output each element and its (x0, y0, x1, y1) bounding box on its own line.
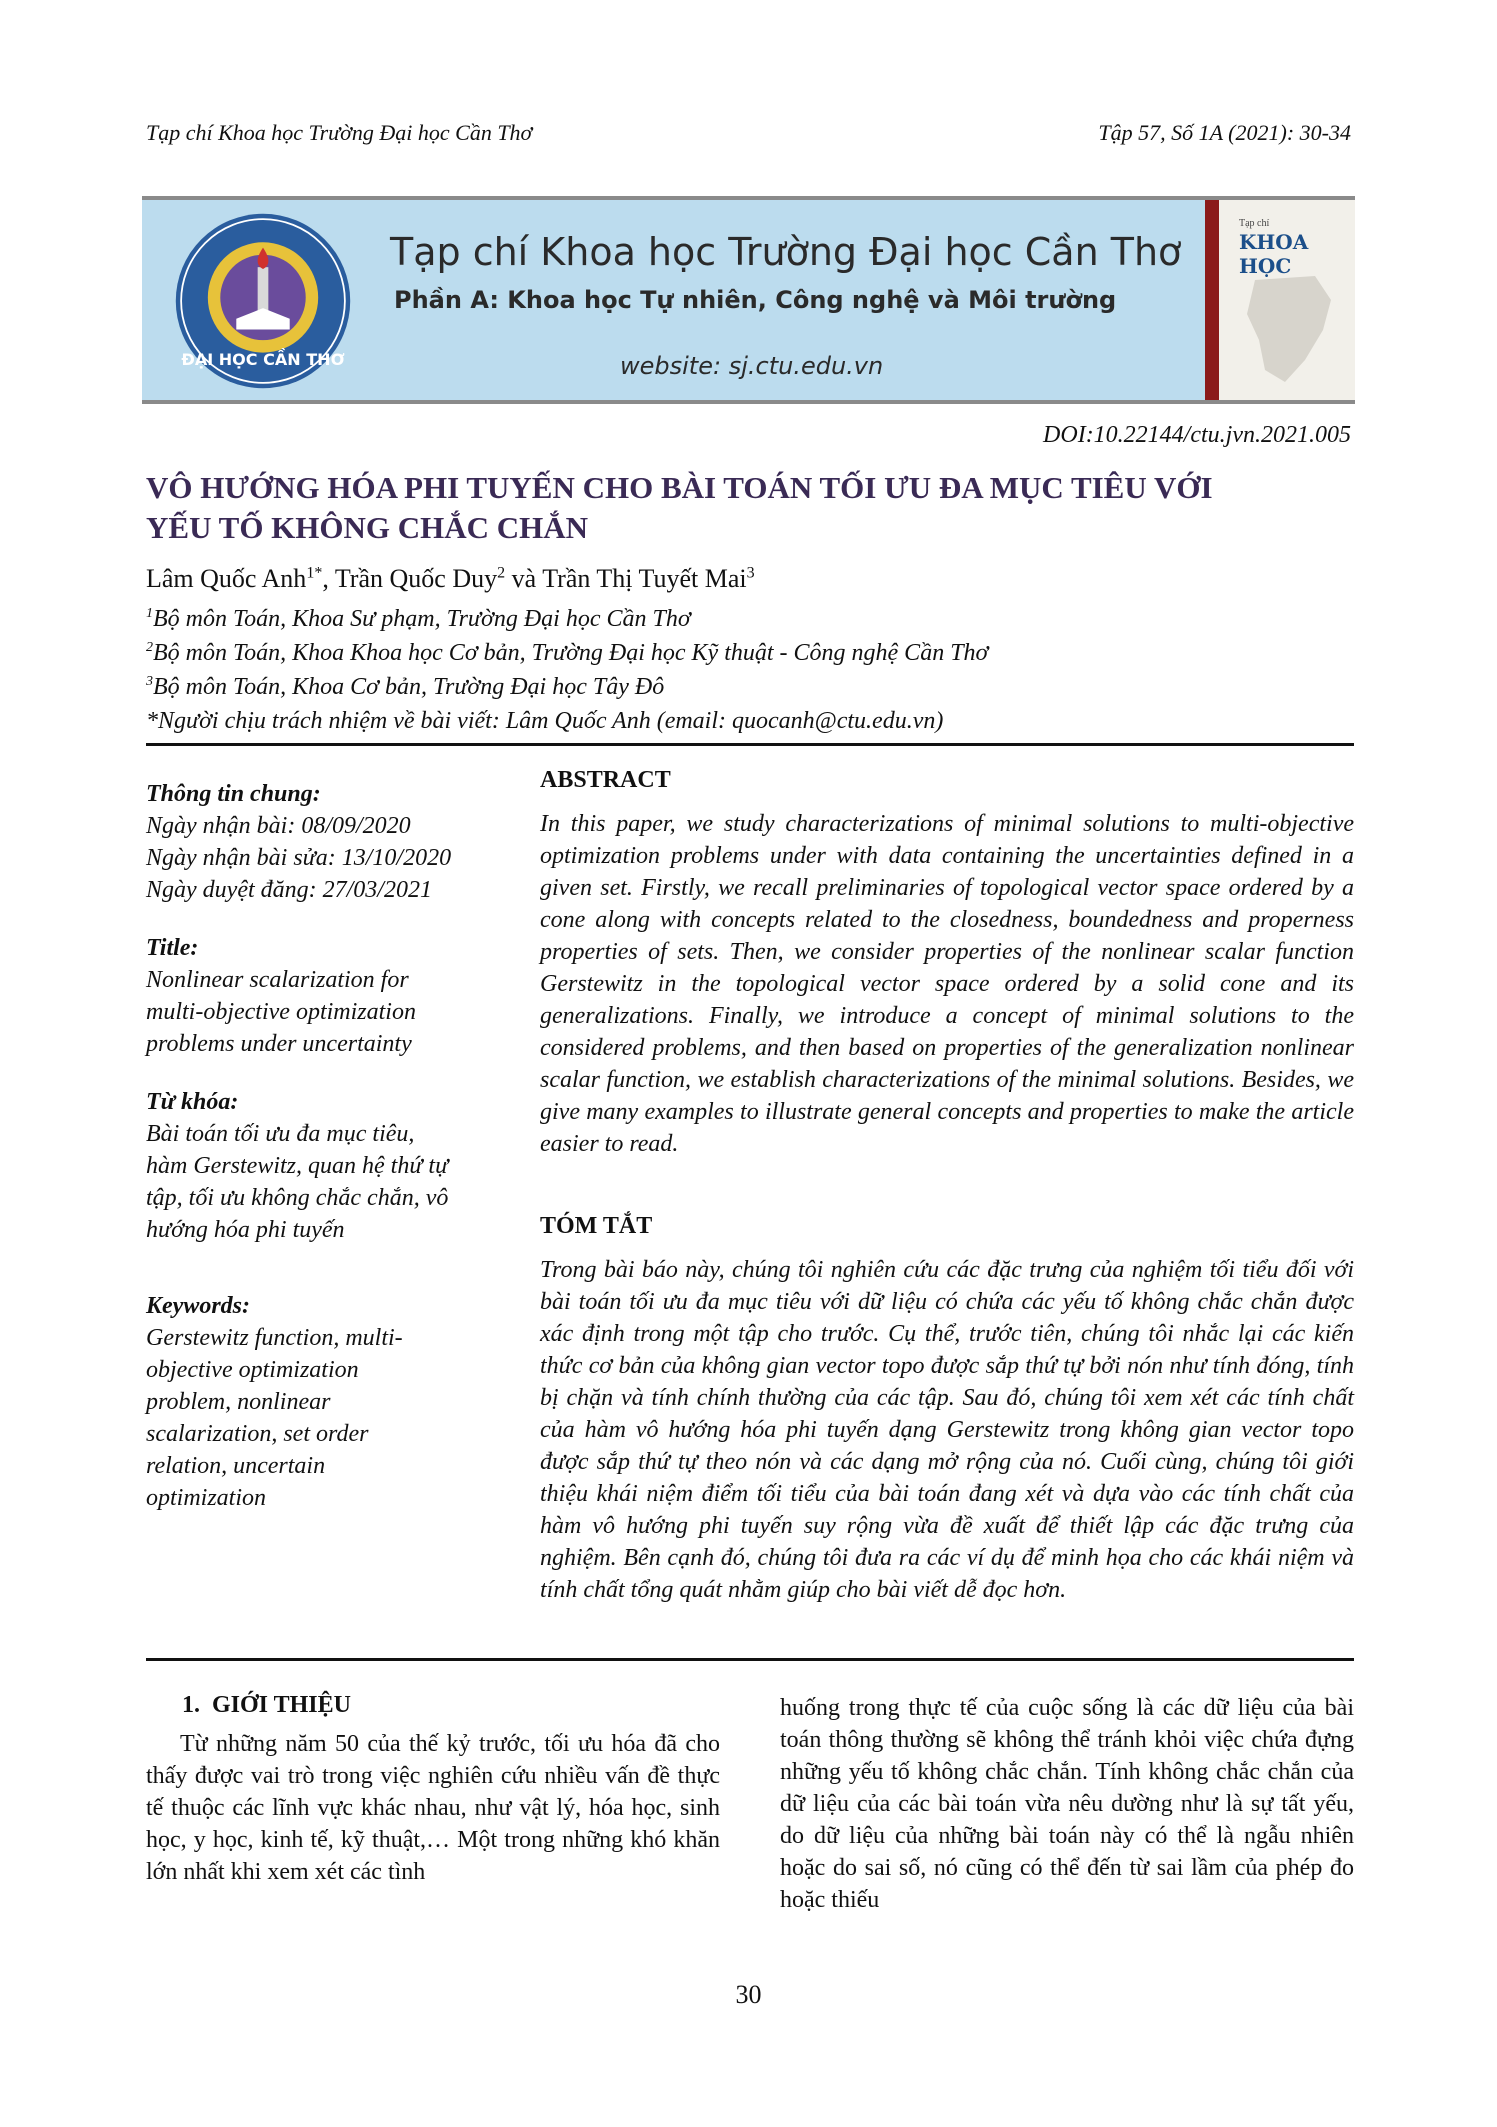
keywords-en (146, 1322, 476, 1514)
author-affil-mark: 3 (746, 564, 755, 582)
keywords-en-line: problem, nonlinear (146, 1389, 331, 1415)
keywords-vi-line: Bài toán tối ưu đa mục tiêu, (146, 1121, 415, 1147)
affiliation-text: Bộ môn Toán, Khoa Cơ bản, Trường Đại học Tây Đô (153, 674, 665, 700)
keywords-en-line: optimization (146, 1485, 267, 1511)
university-logo (174, 212, 352, 390)
english-title-heading: Title: (146, 935, 199, 961)
svg-text:ĐẠI HỌC CẦN THƠ: ĐẠI HỌC CẦN THƠ (181, 350, 345, 370)
keywords-en-line: objective optimization (146, 1357, 359, 1383)
journal-banner (142, 196, 1355, 404)
cover-spine (1205, 200, 1219, 400)
running-header-issue: Tập 57, Số 1A (2021): 30-34 (1098, 120, 1351, 145)
keywords-vi (146, 1118, 476, 1246)
keywords-vi-heading: Từ khóa: (146, 1089, 239, 1115)
author-separator: , (322, 564, 335, 593)
body-column-left: Từ những năm 50 của thế kỷ trước, tối ưu hóa đã cho thấy được vai trò trong việc nghiên cứu nhiều vấn đề thực tế thuộc các lĩnh vực khác nhau, như vật lý, hóa học, sinh học, y học, kinh tế, kỹ thuật,… Một trong những khó khăn lớn nhất khi xem xét các tình (146, 1731, 720, 1885)
author-affil-mark: 2 (497, 564, 506, 582)
info-line: Ngày nhận bài: 08/09/2020 (146, 813, 411, 839)
english-title-line: multi-objective optimization (146, 999, 416, 1025)
affiliation (146, 640, 988, 667)
article-title-line: VÔ HƯỚNG HÓA PHI TUYẾN CHO BÀI TOÁN TỐI ƯU ĐA MỤC TIÊU VỚI (146, 470, 1213, 505)
journal-subtitle: Phần A: Khoa học Tự nhiên, Công nghệ và Môi trường (394, 286, 1117, 314)
keywords-en-line: scalarization, set order (146, 1421, 369, 1447)
affiliation (146, 674, 664, 701)
affiliation-text: Bộ môn Toán, Khoa Khoa học Cơ bản, Trường Đại học Kỹ thuật - Công nghệ Cần Thơ (153, 640, 989, 666)
keywords-vi-line: hướng hóa phi tuyến (146, 1217, 345, 1243)
cover-label-small: Tạp chí (1239, 218, 1270, 229)
info-line: Ngày nhận bài sửa: 13/10/2020 (146, 845, 452, 871)
author-name: Trần Quốc Duy (334, 564, 498, 593)
article-title (146, 468, 1356, 548)
tom-tat-text: Trong bài báo này, chúng tôi nghiên cứu các đặc trưng của nghiệm tối tiểu đối với bài toán tối ưu đa mục tiêu với dữ liệu có chứa các yếu tố không chắc chắn được xác định trong một tập cho trước. Cụ thể, trước tiên, chúng tôi nhắc lại các kiến thức cơ bản của không gian vector topo được sắp thứ tự bởi nón như tính đóng, tính bị chặn và tính chính thường của các tập. Sau đó, chúng tôi xem xét các tính chất của hàm vô hướng hóa phi tuyến dạng Gerstewitz trong không gian vector topo được sắp thứ tự theo nón và các dạng mở rộng của nó. Cuối cùng, chúng tôi giới thiệu khái niệm điểm tối tiểu của bài toán đang xét và dựa vào các tính chất của hàm vô hướng phi tuyến suy rộng vừa đề xuất để thiết lập các đặc trưng của nghiệm. Bên cạnh đó, chúng tôi đưa ra các ví dụ để minh họa cho các khái niệm và tính chất tổng quát nhằm giúp cho bài viết dễ đọc hơn. (540, 1257, 1354, 1603)
abstract-heading: ABSTRACT (540, 767, 671, 793)
keywords-vi-line: tập, tối ưu không chắc chắn, vô (146, 1185, 449, 1211)
journal-cover-thumbnail (1205, 200, 1355, 400)
body-column-right: huống trong thực tế của cuộc sống là các dữ liệu của bài toán thông thường sẽ không thể tránh khỏi việc chứa đựng những yếu tố không chắc chắn. Tính không chắc chắn của dữ liệu của các bài toán vừa nêu dường như là sự tất yếu, do dữ liệu của những bài toán này có thể là ngẫu nhiên hoặc do sai số, nó cũng có thể đến từ sai lầm của phép đo hoặc thiếu (780, 1695, 1354, 1913)
cover-title: KHOA HỌC (1239, 230, 1309, 278)
journal-title: Tạp chí Khoa học Trường Đại học Cần Thơ (390, 230, 1182, 274)
affiliation-mark: 3 (146, 674, 153, 689)
keywords-vi-line: hàm Gerstewitz, quan hệ thứ tự (146, 1153, 449, 1179)
journal-website[interactable]: website: sj.ctu.edu.vn (620, 352, 884, 380)
divider (146, 1658, 1354, 1661)
info-heading: Thông tin chung: (146, 781, 321, 807)
page-number: 30 (735, 1980, 762, 2009)
english-title-line: problems under uncertainty (146, 1031, 412, 1057)
info-line: Ngày duyệt đăng: 27/03/2021 (146, 877, 432, 903)
author-affil-mark: 1* (306, 564, 323, 582)
english-title (146, 964, 476, 1060)
divider (146, 743, 1354, 746)
tom-tat-heading: TÓM TẮT (540, 1213, 653, 1239)
affiliation-mark: 1 (146, 606, 153, 621)
article-title-line: YẾU TỐ KHÔNG CHẮC CHẮN (146, 510, 589, 545)
english-title-line: Nonlinear scalarization for (146, 967, 409, 993)
running-header-journal: Tạp chí Khoa học Trường Đại học Cần Thơ (146, 120, 533, 145)
affiliation (146, 606, 691, 633)
section-heading: 1. GIỚI THIỆU (182, 1692, 351, 1718)
info-dates (146, 810, 476, 906)
author-name: Trần Thị Tuyết Mai (542, 564, 747, 593)
cover-map-icon (1235, 270, 1345, 390)
doi[interactable]: DOI:10.22144/ctu.jvn.2021.005 (1043, 422, 1351, 448)
corresponding-author: *Người chịu trách nhiệm về bài viết: Lâm Quốc Anh (email: quocanh@ctu.edu.vn) (146, 708, 944, 734)
keywords-en-line: Gerstewitz function, multi- (146, 1325, 403, 1351)
keywords-en-line: relation, uncertain (146, 1453, 326, 1479)
author-name: Lâm Quốc Anh (146, 564, 307, 593)
affiliation-mark: 2 (146, 640, 153, 655)
author-separator: và (505, 564, 543, 593)
affiliation-text: Bộ môn Toán, Khoa Sư phạm, Trường Đại học Cần Thơ (153, 606, 691, 632)
abstract-text: In this paper, we study characterizations of minimal solutions to multi-objective optimization problems under with data containing the uncertainties defined in a given set. Firstly, we recall preliminaries of topological vector space ordered by a cone along with concepts related to the closedness, boundedness and properness properties of sets. Then, we consider properties of the nonlinear scalar function Gerstewitz in the topological vector space ordered by a solid cone and its generalizations. Finally, we introduce a concept of minimal solutions to the considered problems, and then based on properties of the generalization nonlinear scalar function, we establish characterizations of the minimal solutions. Besides, we give many examples to illustrate general concepts and properties to make the article easier to read. (540, 811, 1354, 1157)
keywords-en-heading: Keywords: (146, 1293, 250, 1319)
author-list (146, 564, 755, 594)
